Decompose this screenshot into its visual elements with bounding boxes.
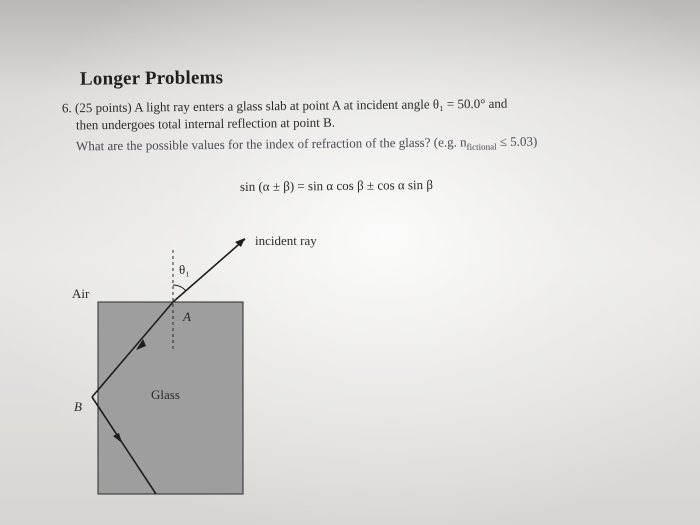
theta-arc — [173, 285, 186, 291]
section-heading: Longer Problems — [79, 67, 224, 90]
problem-text-line-3-tail: ≤ 5.03) — [496, 133, 538, 150]
problem-text-line-3: What are the possible values for the index of refraction of the glass? (e.g. n — [75, 134, 467, 154]
refraction-diagram — [55, 225, 355, 515]
problem-line-2: then undergoes total internal reflection at point B. — [75, 114, 336, 133]
problem-line-3 — [76, 134, 537, 156]
problem-points: (25 points) — [74, 99, 132, 116]
glass-label: Glass — [151, 387, 180, 402]
problem-line-1 — [62, 96, 508, 117]
fictional-subscript: fictional — [466, 141, 497, 152]
trig-identity-formula: sin (α ± β) = sin α cos β ± cos α sin β — [239, 176, 434, 195]
problem-number: 6. — [61, 100, 72, 116]
theta-label: θ₁ — [179, 262, 190, 277]
problem-text-line-1: A light ray enters a glass slab at point A at incident angle θ₁ = 50.0° and — [134, 95, 508, 115]
point-b-label: B — [74, 399, 82, 414]
incident-ray-label: incident ray — [255, 233, 317, 248]
air-label: Air — [72, 286, 90, 301]
point-a-label: A — [183, 309, 191, 324]
